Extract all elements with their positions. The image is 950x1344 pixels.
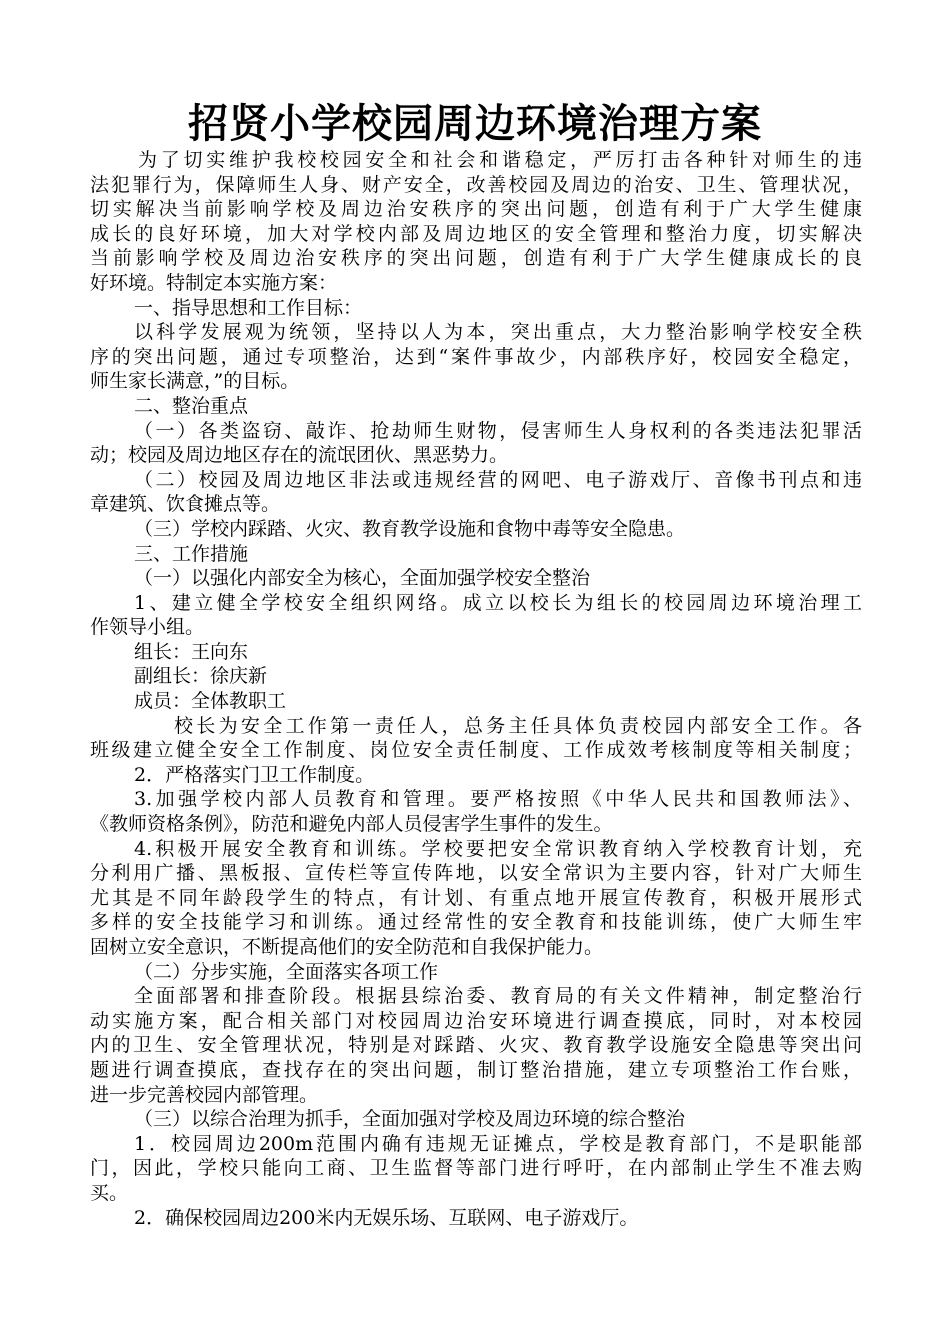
section-heading: 二、整治重点 [134, 394, 249, 417]
paragraph-line: 切实解决当前影响学校及周边治安秩序的突出问题，创造有利于广大学生健康 [90, 198, 862, 221]
paragraph-line: 2．严格落实门卫工作制度。 [134, 763, 375, 786]
paragraph-line: 动实施方案，配合相关部门对校园周边治安环境进行调查摸底，同时，对本校园 [90, 1009, 862, 1032]
section-heading: 一、指导思想和工作目标： [134, 296, 363, 319]
paragraph-line: 以科学发展观为统领，坚持以人为本，突出重点，大力整治影响学校安全秩 [134, 321, 862, 344]
subsection-heading: （二）分步实施，全面落实各项工作 [134, 960, 439, 983]
paragraph-line: 门，因此，学校只能向工商、卫生监督等部门进行呼吁，在内部制止学生不准去购 [90, 1157, 862, 1180]
paragraph-line: 1、建立健全学校安全组织网络。成立以校长为组长的校园周边环境治理工 [134, 591, 862, 614]
paragraph-line: （三）学校内踩踏、火灾、教育教学设施和食物中毒等安全隐患。 [134, 517, 686, 540]
paragraph-line: 分利用广播、黑板报、宣传栏等宣传阵地，以安全常识为主要内容，针对广大师生 [90, 862, 862, 885]
paragraph-line: 师生家长满意，”的目标。 [90, 370, 300, 393]
paragraph-line: 成长的良好环境，加大对学校内部及周边地区的安全管理和整治力度，切实解决 [90, 222, 862, 245]
paragraph-line: 动；校园及周边地区存在的流氓团伙、黑恶势力。 [90, 444, 509, 467]
paragraph-line: 2．确保校园周边200米内无娱乐场、互联网、电子游戏厅。 [134, 1206, 639, 1229]
paragraph-line: 固树立安全意识，不断提高他们的安全防范和自我保护能力。 [90, 936, 604, 958]
paragraph-line: 法犯罪行为，保障师生人身、财产安全，改善校园及周边的治安、卫生、管理状况， [90, 173, 862, 196]
paragraph-line: 进一步完善校园内部管理。 [90, 1083, 319, 1106]
team-leader-line: 组长：王向东 [134, 640, 249, 663]
team-members-line: 成员：全体教职工 [134, 690, 287, 713]
paragraph-line: 内的卫生、安全管理状况，特别是对踩踏、火灾、教育教学设施安全隐患等突出问 [90, 1034, 862, 1057]
document-body [90, 148, 862, 1230]
team-deputy-line: 副组长：徐庆新 [134, 665, 268, 688]
paragraph-line: 《教师资格条例》，防范和避免内部人员侵害学生事件的发生。 [90, 813, 613, 836]
paragraph-line: 序的突出问题，通过专项整治，达到“案件事故少，内部秩序好，校园安全稳定， [90, 345, 862, 368]
paragraph-line: 尤其是不同年龄段学生的特点，有计划、有重点地开展宣传教育，积极开展形式 [90, 886, 862, 909]
subsection-heading: （一）以强化内部安全为核心，全面加强学校安全整治 [134, 567, 591, 590]
paragraph-line: 全面部署和排查阶段。根据县综治委、教育局的有关文件精神，制定整治行 [134, 985, 862, 1008]
paragraph-line: 3.加强学校内部人员教育和管理。要严格按照《中华人民共和国教师法》、 [134, 788, 862, 811]
paragraph-line: 当前影响学校及周边治安秩序的突出问题，创造有利于广大学生健康成长的良 [90, 247, 862, 270]
paragraph-line: 多样的安全技能学习和训练。通过经常性的安全教育和技能训练，使广大师生牢 [90, 911, 862, 934]
paragraph-line: 班级建立健全安全工作制度、岗位安全责任制度、工作成效考核制度等相关制度； [90, 739, 862, 762]
paragraph-line: 为了切实维护我校校园安全和社会和谐稳定，严厉打击各种针对师生的违 [138, 149, 862, 171]
paragraph-line: 校长为安全工作第一责任人，总务主任具体负责校园内部安全工作。各 [174, 714, 862, 737]
paragraph-line: （一）各类盗窃、敲诈、抢劫师生财物，侵害师生人身权利的各类违法犯罪活 [134, 419, 862, 442]
paragraph-line: （二）校园及周边地区非法或违规经营的网吧、电子游戏厅、音像书刊点和违 [134, 468, 862, 491]
paragraph-line: 章建筑、饮食摊点等。 [90, 493, 281, 516]
paragraph-line: 1．校园周边200m范围内确有违规无证摊点，学校是教育部门，不是职能部 [134, 1132, 862, 1155]
document-title: 招贤小学校园周边环境治理方案 [188, 100, 762, 147]
paragraph-line: 作领导小组。 [90, 616, 205, 639]
paragraph-line: 好环境。特制定本实施方案： [90, 271, 338, 294]
subsection-heading: （三）以综合治理为抓手，全面加强对学校及周边环境的综合整治 [134, 1108, 686, 1131]
paragraph-line: 4.积极开展安全教育和训练。学校要把安全常识教育纳入学校教育计划，充 [134, 837, 862, 860]
paragraph-line: 买。 [90, 1181, 129, 1204]
paragraph-line: 题进行调查摸底，查找存在的突出问题，制订整治措施，建立专项整治工作台账， [90, 1058, 862, 1081]
section-heading: 三、工作措施 [134, 542, 249, 565]
